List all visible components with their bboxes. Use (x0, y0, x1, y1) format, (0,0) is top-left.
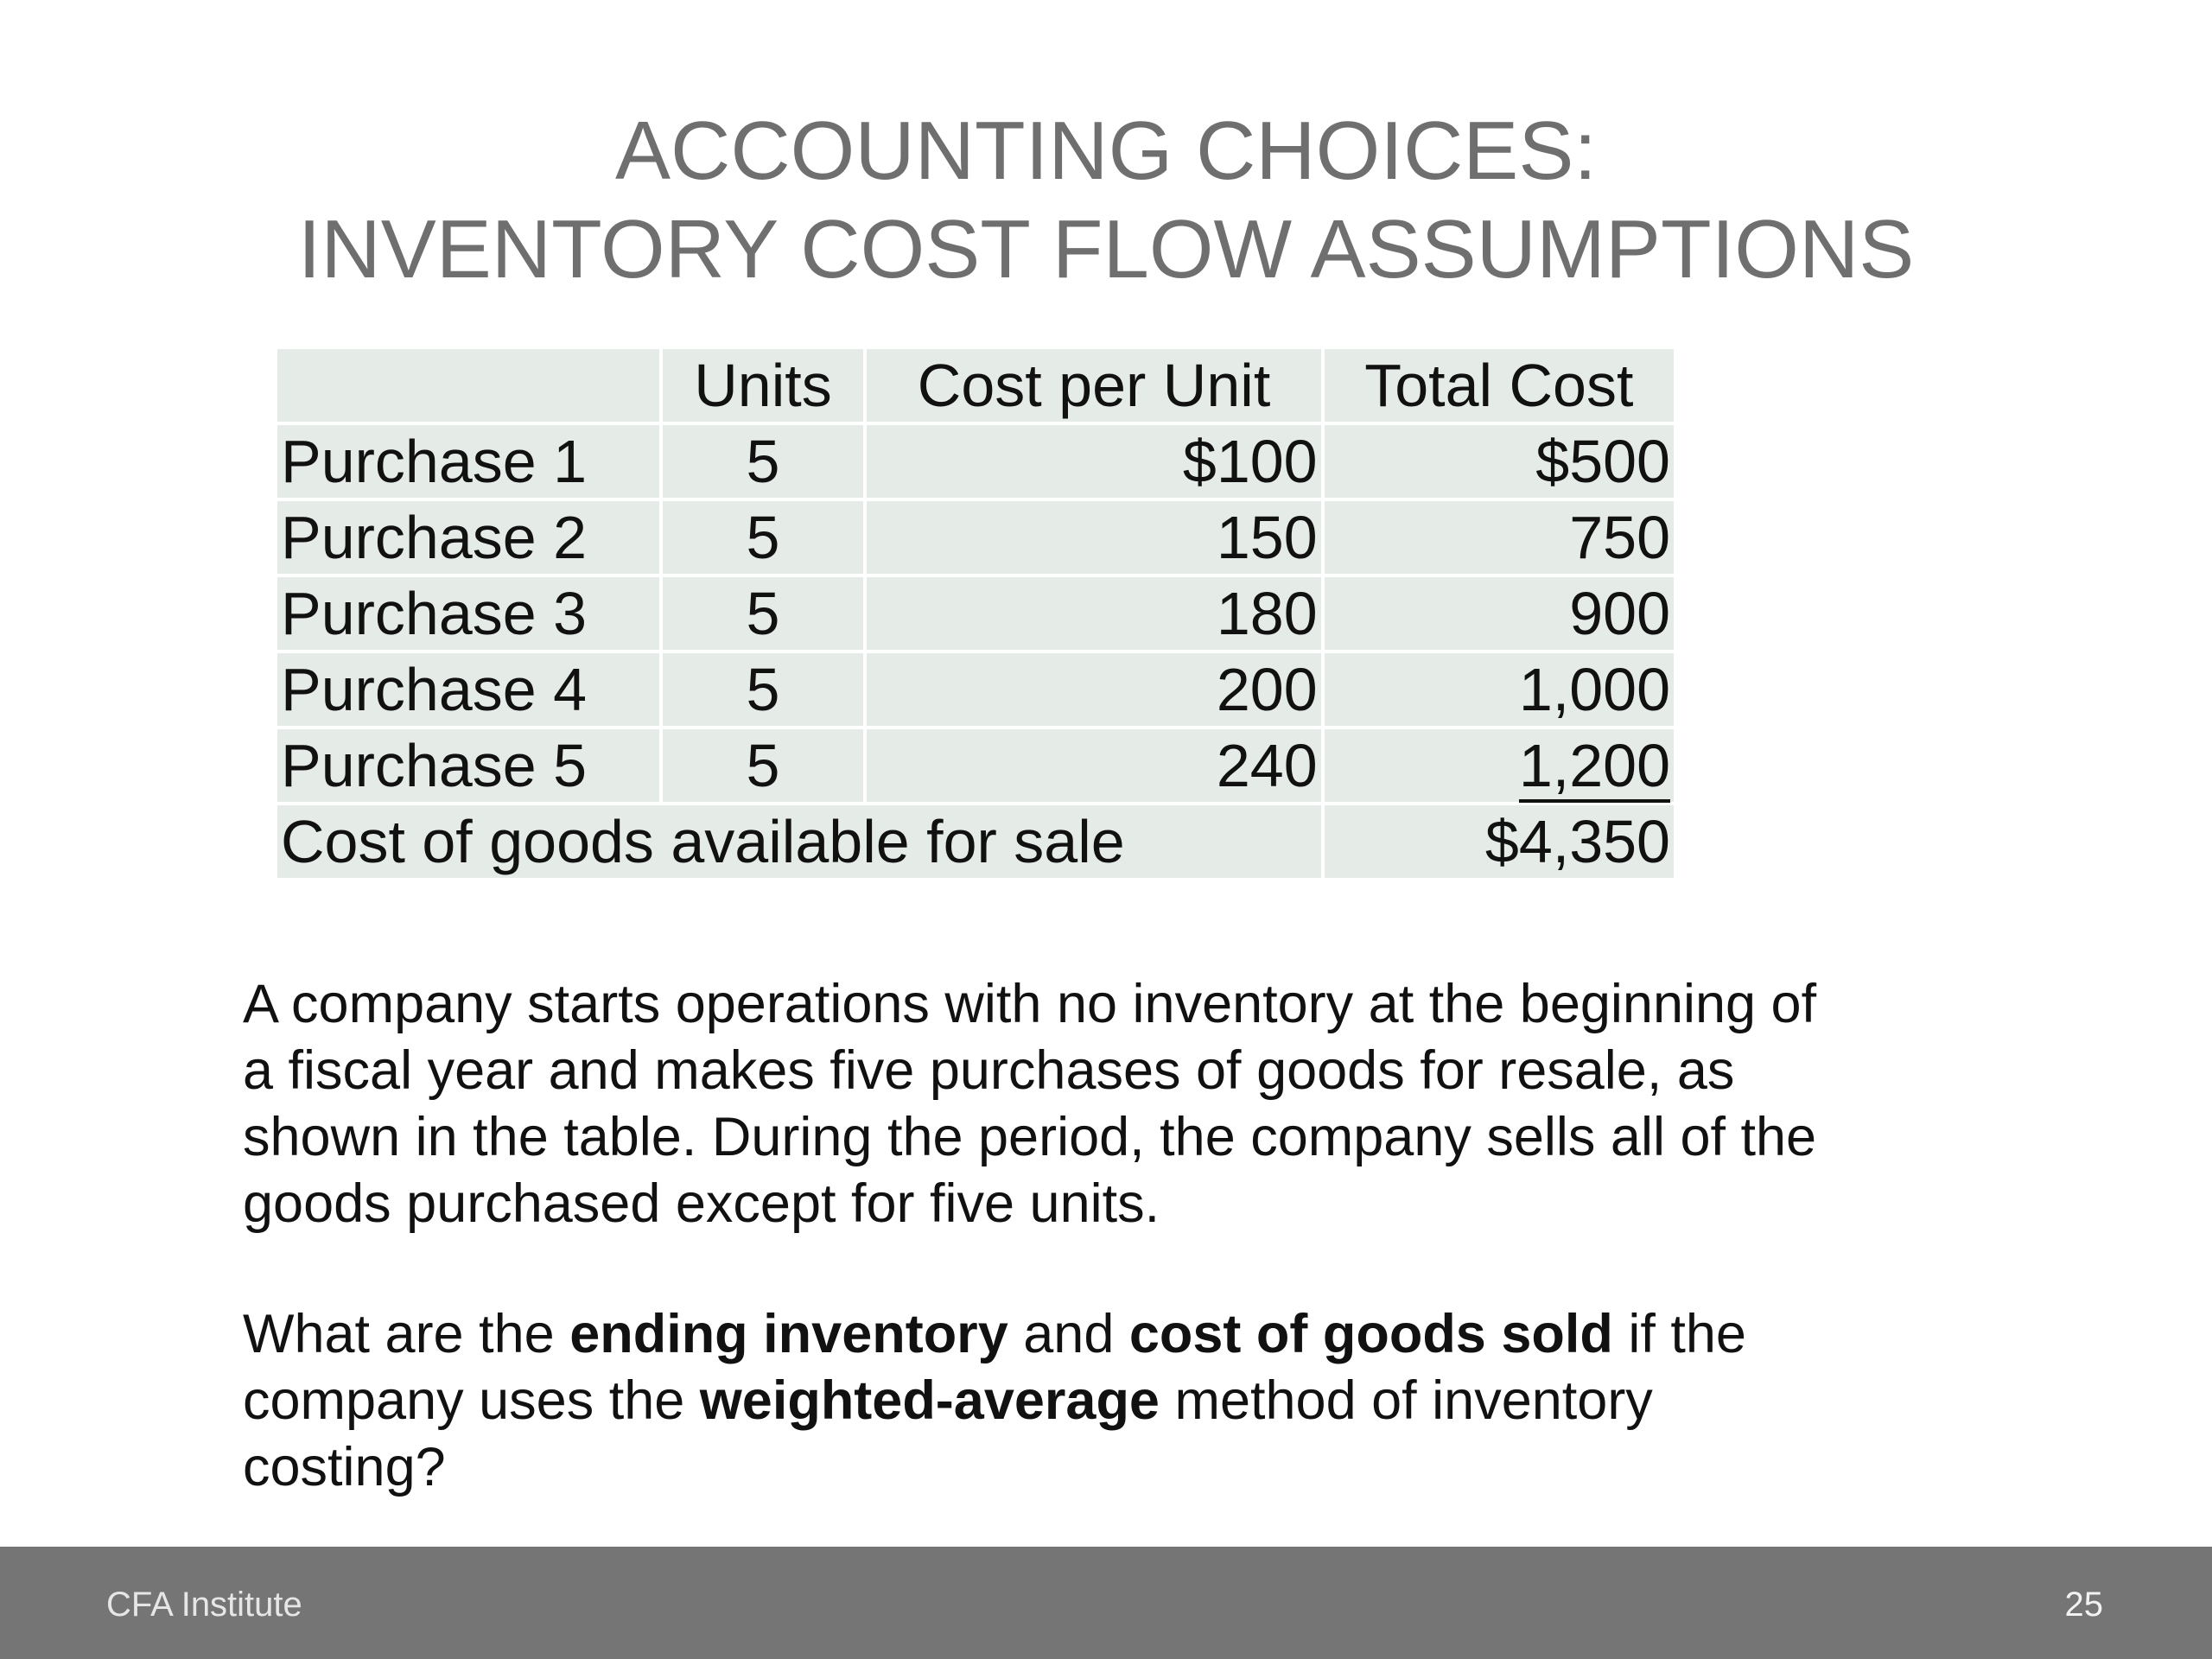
intro-line-3: shown in the table. During the period, the company sells all of the (243, 1107, 1817, 1167)
row-total-cost: 750 (1325, 501, 1674, 574)
row-cost-per-unit: 240 (867, 729, 1320, 802)
header-cell-cost-per-unit: Cost per Unit (867, 349, 1320, 422)
header-cell-total-cost: Total Cost (1325, 349, 1674, 422)
total-row-value: $4,350 (1325, 805, 1674, 878)
table-row (277, 501, 1674, 574)
row-total-cost: $500 (1325, 425, 1674, 498)
row-cost-per-unit: 180 (867, 577, 1320, 650)
table-row (277, 425, 1674, 498)
row-units: 5 (663, 501, 864, 574)
row-units: 5 (663, 425, 864, 498)
row-total-cost-underlined (1325, 729, 1674, 802)
intro-line-2: a fiscal year and makes five purchases of goods for resale, as (243, 1040, 1735, 1101)
page-number: 25 (2064, 1586, 2103, 1624)
question-text: What are the (243, 1304, 570, 1364)
row-label: Purchase 5 (277, 729, 659, 802)
question-line-1 (243, 1301, 1885, 1368)
row-units: 5 (663, 729, 864, 802)
question-paragraph (243, 1301, 1885, 1501)
intro-line-4: goods purchased except for five units. (243, 1173, 1160, 1234)
row-units: 5 (663, 653, 864, 726)
footer-bar (0, 1547, 2212, 1659)
title-line-2: INVENTORY COST FLOW ASSUMPTIONS (297, 203, 1915, 296)
row-cost-per-unit: $100 (867, 425, 1320, 498)
total-row-label: Cost of goods available for sale (277, 805, 1321, 878)
inventory-table-wrapper (277, 349, 1677, 881)
question-text: if the (1612, 1304, 1746, 1364)
title-line-1: ACCOUNTING CHOICES: (614, 105, 1598, 197)
intro-paragraph (243, 971, 1885, 1237)
row-total-cost: 1,000 (1325, 653, 1674, 726)
table-row (277, 577, 1674, 650)
header-cell-units: Units (663, 349, 864, 422)
intro-line-1: A company starts operations with no inventory at the beginning of (243, 974, 1817, 1034)
table-header-row (277, 349, 1674, 422)
underlined-total: 1,200 (1519, 732, 1670, 803)
question-bold-weighted-average: weighted-average (699, 1370, 1160, 1431)
slide-title (0, 102, 2212, 299)
row-label: Purchase 1 (277, 425, 659, 498)
table-row (277, 729, 1674, 802)
inventory-table (274, 346, 1677, 881)
question-bold-cogs: cost of goods sold (1128, 1304, 1613, 1364)
footer-organization: CFA Institute (106, 1586, 302, 1624)
question-text: company uses the (243, 1370, 700, 1431)
table-row (277, 653, 1674, 726)
row-units: 5 (663, 577, 864, 650)
row-cost-per-unit: 200 (867, 653, 1320, 726)
question-bold-ending-inventory: ending inventory (569, 1304, 1008, 1364)
header-cell-label (277, 349, 659, 422)
question-text: method of inventory (1159, 1370, 1653, 1431)
row-label: Purchase 3 (277, 577, 659, 650)
question-text: and (1007, 1304, 1129, 1364)
table-total-row (277, 805, 1674, 878)
row-cost-per-unit: 150 (867, 501, 1320, 574)
question-line-3: costing? (243, 1437, 446, 1497)
row-label: Purchase 4 (277, 653, 659, 726)
row-label: Purchase 2 (277, 501, 659, 574)
row-total-cost: 900 (1325, 577, 1674, 650)
question-line-2 (243, 1368, 1885, 1434)
